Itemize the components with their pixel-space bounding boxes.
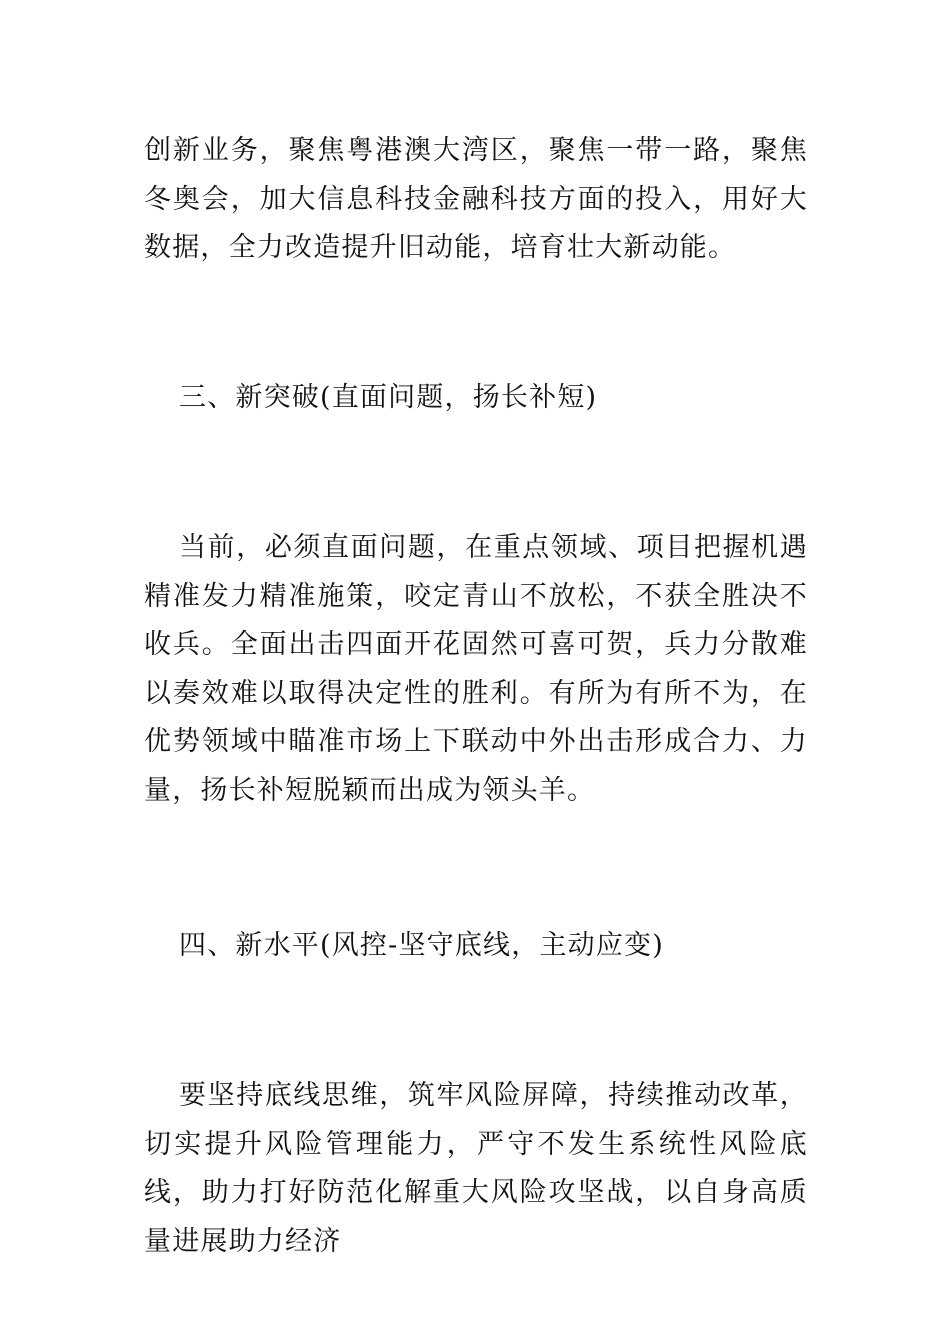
paragraph-new-level: 要坚持底线思维，筑牢风险屏障，持续推动改革，切实提升风险管理能力，严守不发生系统性风险底线，助力打好防范化解重大风险攻坚战，以自身高质量进展助力经济	[144, 1080, 808, 1257]
section-heading-new-level: 四、新水平(风控-坚守底线，主动应变)	[179, 930, 664, 961]
section-heading-new-breakthrough: 三、新突破(直面问题，扬长补短)	[179, 382, 598, 413]
paragraph-continued: 创新业务，聚焦粤港澳大湾区，聚焦一带一路，聚焦冬奥会，加大信息科技金融科技方面的投入，用好大数据，全力改造提升旧动能，培育壮大新动能。	[144, 135, 808, 263]
paragraph-new-breakthrough: 当前，必须直面问题，在重点领域、项目把握机遇精准发力精准施策，咬定青山不放松，不获全胜决不收兵。全面出击四面开花固然可喜可贺，兵力分散难以奏效难以取得决定性的胜利。有所为有所不为，在优势领域中瞄准市场上下联动中外出击形成合力、力量，扬长补短脱颖而出成为领头羊。	[144, 532, 808, 806]
